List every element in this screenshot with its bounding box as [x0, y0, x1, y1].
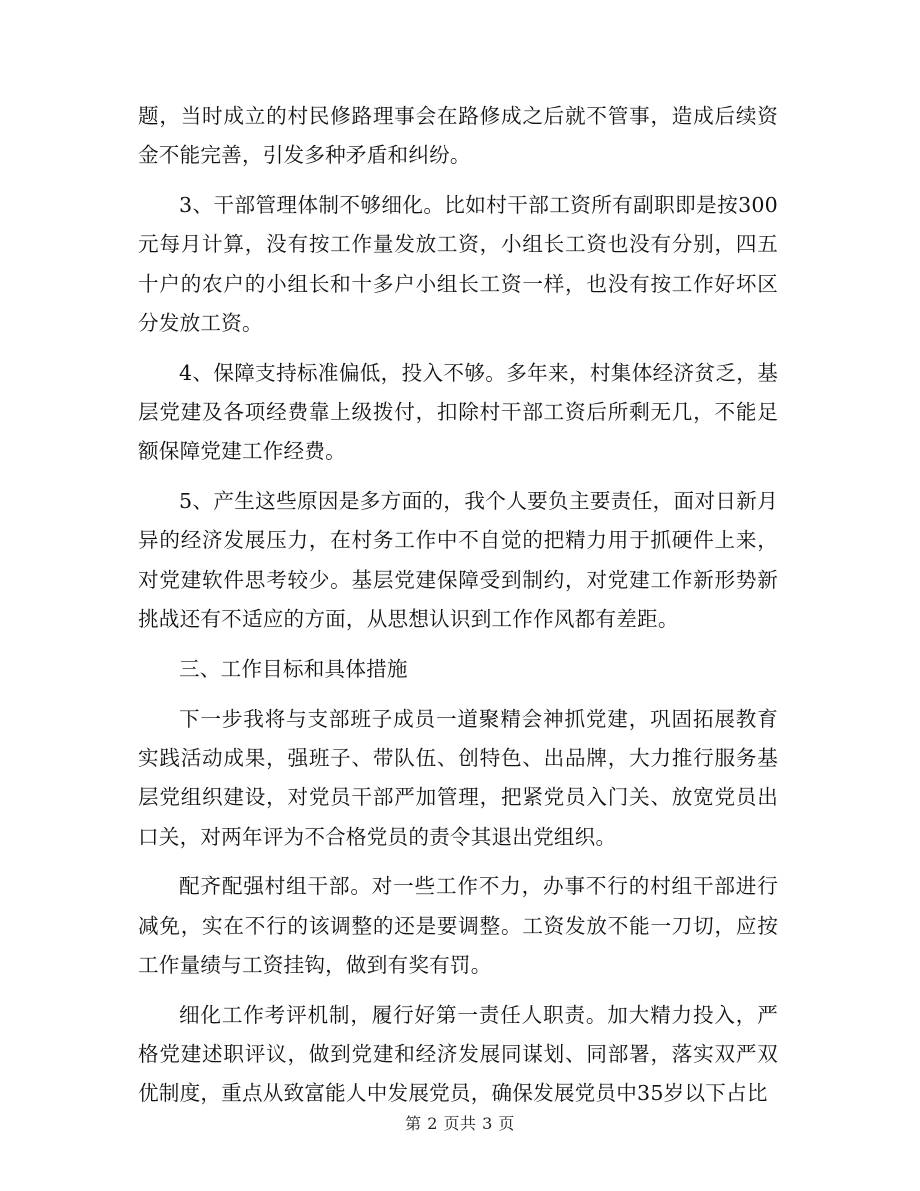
paragraph-next-steps: 下一步我将与支部班子成员一道聚精会神抓党建，巩固拓展教育实践活动成果，强班子、带队伍、创特色、出品牌，大力推行服务基层党组织建设，对党员干部严加管理，把紧党员入门关、放宽党员出口关，对两年评为不合格党员的责令其退出党组织。	[138, 706, 778, 849]
paragraph-item-3: 3、干部管理体制不够细化。比如村干部工资所有副职即是按300元每月计算，没有按工作量发放工资，小组长工资也没有分别，四五十户的农户的小组长和十多户小组长工资一样，也没有按工作好坏区分发放工资。	[138, 193, 778, 335]
page-number-footer: 第 2 页共 3 页	[405, 1114, 515, 1133]
paragraph-continuation: 题，当时成立的村民修路理事会在路修成之后就不管事，造成后续资金不能完善，引发多种矛盾和纠纷。	[138, 104, 778, 168]
paragraph-evaluation: 细化工作考评机制，履行好第一责任人职责。加大精力投入，严格党建述职评议，做到党建和经济发展同谋划、同部署，落实双严双优制度，重点从致富能人中发展党员，确保发展党员中35岁以下占比	[138, 1002, 778, 1106]
paragraph-item-5: 5、产生这些原因是多方面的，我个人要负主要责任，面对日新月异的经济发展压力，在村务工作中不自觉的把精力用于抓硬件上来，对党建软件思考较少。基层党建保障受到制约，对党建工作新形势新挑战还有不适应的方面，从思想认识到工作作风都有差距。	[138, 489, 778, 632]
paragraph-item-4: 4、保障支持标准偏低，投入不够。多年来，村集体经济贫乏，基层党建及各项经费靠上级拨付，扣除村干部工资后所剩无几，不能足额保障党建工作经费。	[138, 360, 778, 464]
section-heading: 三、工作目标和具体措施	[179, 656, 408, 681]
paragraph-staffing: 配齐配强村组干部。对一些工作不力，办事不行的村组干部进行减免，实在不行的该调整的还是要调整。工资发放不能一刀切，应按工作量绩与工资挂钩，做到有奖有罚。	[138, 874, 778, 977]
document-body	[138, 97, 778, 1124]
